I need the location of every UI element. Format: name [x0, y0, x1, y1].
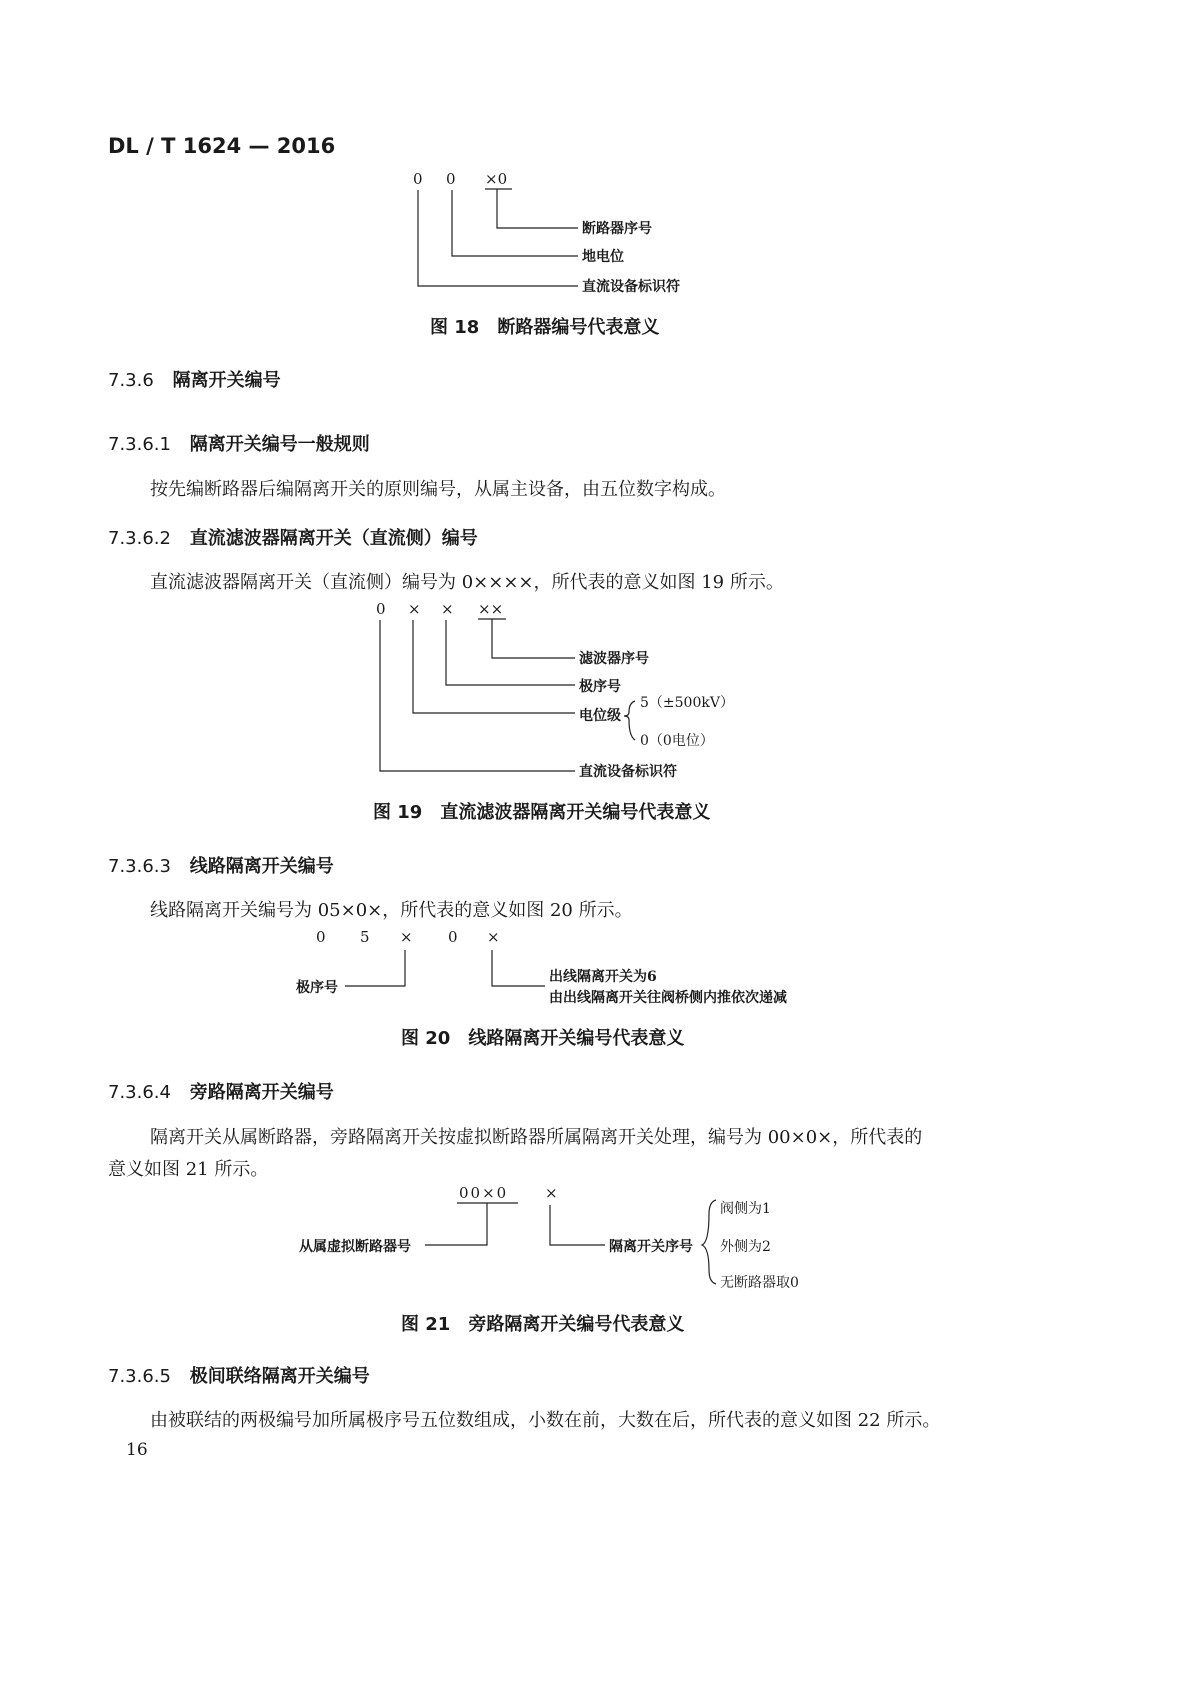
- fig19-label-filter-seq: 滤波器序号: [579, 651, 649, 667]
- fig21-option-valve-side: 阀侧为1: [720, 1201, 771, 1217]
- fig19-label-potential: 电位级: [579, 708, 621, 724]
- section-7-3-6-1-text: 按先编断路器后编隔离开关的原则编号，从属主设备，由五位数字构成。: [150, 479, 726, 500]
- document-header: DL / T 1624 — 2016: [108, 134, 336, 158]
- fig20-caption-number: 图 20: [401, 1028, 451, 1049]
- fig21-label-switch-seq: 隔离开关序号: [609, 1239, 693, 1255]
- fig19-caption-number: 图 19: [373, 802, 423, 823]
- fig21-digit-last: ×: [545, 1184, 558, 1202]
- fig18-digit-1: 0: [413, 170, 423, 188]
- fig19-option-zero: 0（0电位）: [640, 733, 714, 749]
- fig21-label-virtual-breaker: 从属虚拟断路器号: [299, 1239, 411, 1255]
- fig20-digit-5: ×: [487, 928, 500, 946]
- fig19-caption-text: 直流滤波器隔离开关编号代表意义: [440, 802, 711, 823]
- fig20-digit-4: 0: [448, 928, 458, 946]
- fig20-digit-1: 0: [316, 928, 326, 946]
- fig19-label-pole-seq: 极序号: [579, 679, 621, 695]
- fig19-digit-1: 0: [376, 600, 386, 618]
- fig21-caption: [401, 1310, 684, 1336]
- fig21-caption-number: 图 21: [401, 1314, 451, 1335]
- fig19-digit-3: ×: [441, 600, 454, 618]
- fig19-option-500kv: 5（±500kV）: [640, 695, 734, 711]
- fig21-option-no-breaker: 无断路器取0: [720, 1275, 799, 1291]
- section-7-3-6-3-text: 线路隔离开关编号为 05×0×，所代表的意义如图 20 所示。: [150, 900, 633, 921]
- section-title: 直流滤波器隔离开关（直流侧）编号: [189, 528, 478, 549]
- fig19-digit-2: ×: [408, 600, 421, 618]
- fig18-label-dc-id: 直流设备标识符: [582, 279, 680, 295]
- section-7-3-6-5-text: 由被联结的两极编号加所属极序号五位数组成，小数在前，大数在后，所代表的意义如图 22 所示。: [150, 1410, 941, 1431]
- section-7-3-6-4-text-line-1: 隔离开关从属断路器，旁路隔离开关按虚拟断路器所属隔离开关处理，编号为 00×0×，所代表的: [150, 1127, 923, 1148]
- section-number: 7.3.6.5: [108, 1366, 171, 1387]
- page-number: 16: [126, 1440, 148, 1460]
- section-number: 7.3.6.3: [108, 856, 171, 877]
- fig20-label-pole-seq: 极序号: [296, 980, 338, 996]
- fig20-label-line-1: 出线隔离开关为6: [549, 969, 657, 985]
- section-7-3-6-5-heading: [108, 1362, 370, 1388]
- section-number: 7.3.6.1: [108, 434, 171, 455]
- fig18-label-breaker-seq: 断路器序号: [582, 221, 652, 237]
- section-number: 7.3.6.2: [108, 528, 171, 549]
- section-title: 隔离开关编号一般规则: [189, 434, 370, 455]
- section-number: 7.3.6: [108, 370, 154, 391]
- section-7-3-6-2-text: 直流滤波器隔离开关（直流侧）编号为 0××××，所代表的意义如图 19 所示。: [150, 572, 784, 593]
- fig20-digit-3: ×: [400, 928, 413, 946]
- fig20-label-line-2: 由出线隔离开关往阀桥侧内推依次递减: [549, 990, 787, 1006]
- fig20-digit-2: 5: [360, 928, 370, 946]
- section-title: 隔离开关编号: [172, 370, 281, 391]
- fig18-caption-text: 断路器编号代表意义: [497, 317, 660, 338]
- fig21-option-outer-side: 外侧为2: [720, 1239, 771, 1255]
- section-title: 旁路隔离开关编号: [189, 1082, 334, 1103]
- section-title: 线路隔离开关编号: [189, 856, 334, 877]
- fig20-caption-text: 线路隔离开关编号代表意义: [468, 1028, 685, 1049]
- fig18-caption-number: 图 18: [430, 317, 480, 338]
- fig18-label-ground: 地电位: [582, 249, 624, 265]
- section-title: 极间联络隔离开关编号: [189, 1366, 370, 1387]
- section-number: 7.3.6.4: [108, 1082, 171, 1103]
- fig21-caption-text: 旁路隔离开关编号代表意义: [468, 1314, 685, 1335]
- section-7-3-6-4-text-line-2: 意义如图 21 所示。: [108, 1159, 269, 1180]
- fig18-digit-3: ×0: [485, 170, 508, 188]
- fig19-digit-4: ××: [478, 600, 504, 618]
- fig18-digit-2: 0: [446, 170, 456, 188]
- fig21-digit-group: 00×0: [459, 1184, 509, 1202]
- fig19-label-dc-id: 直流设备标识符: [579, 764, 677, 780]
